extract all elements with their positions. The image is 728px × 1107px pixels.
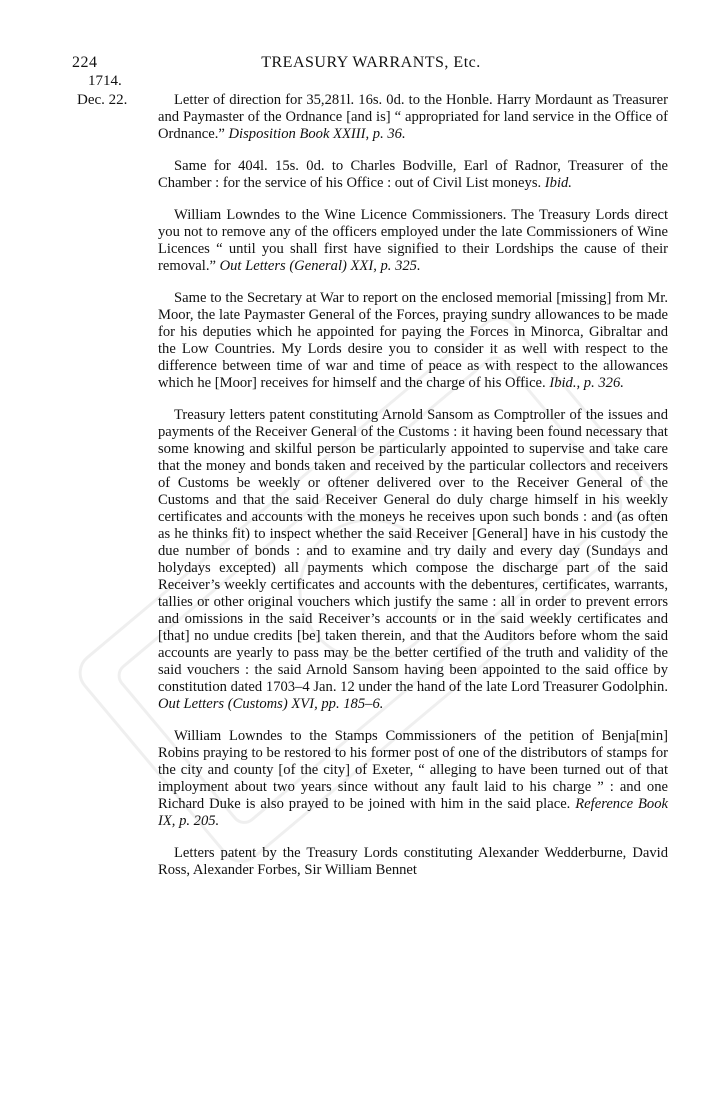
entry-reference: Disposition Book XXIII, p. 36. <box>228 126 406 142</box>
entry-reference: Out Letters (Customs) XVI, pp. 185–6. <box>158 696 384 712</box>
page-header <box>72 54 670 76</box>
margin-date: Dec. 22. <box>77 92 128 108</box>
entry <box>158 158 668 192</box>
running-title: TREASURY WARRANTS, Etc. <box>261 54 481 71</box>
entry <box>158 290 668 392</box>
entry <box>158 407 668 713</box>
margin-year: 1714. <box>88 73 122 89</box>
entry-text: Letter of direction for 35,281l. 16s. 0d. to the Honble. Harry Mordaunt as Treasurer and Paymaster of the Ordnance [and is] “ appropriated for land service in the Office of Ordnance.” <box>158 92 668 142</box>
entry-text: William Lowndes to the Wine Licence Commissioners. The Treasury Lords direct you not to remove any of the officers employed under the late Commissioners of Wine Licences “ until you shall first have signified to their Lordships the cause of their removal.” <box>158 207 668 274</box>
entry-reference: Reference Book IX, p. 205. <box>158 796 668 829</box>
entry-reference: Out Letters (General) XXI, p. 325. <box>219 258 421 274</box>
entry-text: Letters patent by the Treasury Lords constituting Alexander Wedderburne, David Ross, Alexander Forbes, Sir William Bennet <box>158 845 668 878</box>
entry-text: Treasury letters patent constituting Arnold Sansom as Comptroller of the issues and payments of the Receiver General of the Customs : it having been found necessary that some knowing and skilful person be particularly appointed to supervise and take care that the money and bonds taken and received by the particular collectors and receivers of Customs be weekly or oftener delivered over to the Receiver General of the Customs and that the said Receiver General do duly charge himself in his weekly certificates and accounts with the moneys he receives upon such bonds : and (as often as he thinks fit) to inspect whether the said Receiver [General] have in his custody the due number of bonds : and to examine and try daily and every day (Sundays and holydays excepted) all payments which compose the discharge part of the said Receiver’s weekly certificates and accounts with the debentures, certificates, warrants, tallies or other original vouchers which justify the same : all in order to prevent errors and omissions in the said Receiver’s accounts or in the said weekly certificates and [that] no undue credits [be] taken therein, and that the Auditors before whom the said accounts are yearly to pass may be the better certified of the truth and validity of the said vouchers : the said Arnold Sansom having been appointed to the said office by constitution dated 1703–4 Jan. 12 under the hand of the late Lord Treasurer Godolphin. <box>158 407 668 695</box>
entry-reference: Ibid. <box>544 175 572 191</box>
page-number: 224 <box>72 54 98 71</box>
entry <box>158 92 668 143</box>
entry-text: Same to the Secretary at War to report on the enclosed memorial [missing] from Mr. Moor, the late Paymaster General of the Forces, praying sundry allowances to be made for his deputies which he appointed for paying the Forces in Minorca, Gibraltar and the Low Countries. My Lords desire you to consider it as well with respect to the difference between time of war and time of peace as with respect to the allowances which he [Moor] receives for himself and the charge of his Office. <box>158 290 668 391</box>
entry-text: Same for 404l. 15s. 0d. to Charles Bodville, Earl of Radnor, Treasurer of the Chamber : for the service of his Office : out of Civil List moneys. <box>158 158 668 191</box>
entry-reference: Ibid., p. 326. <box>549 375 624 391</box>
entry <box>158 728 668 830</box>
entry-text: William Lowndes to the Stamps Commissioners of the petition of Benja[min] Robins praying to be restored to his former post of one of the distributors of stamps for the city and county [of the city] of Exeter, “ alleging to have been turned out of that imployment about two years since without any fault laid to his charge ” : and one Richard Duke is also prayed to be joined with him in the said place. <box>158 728 668 812</box>
entry <box>158 845 668 879</box>
entry <box>158 207 668 275</box>
entries-column <box>158 92 668 894</box>
